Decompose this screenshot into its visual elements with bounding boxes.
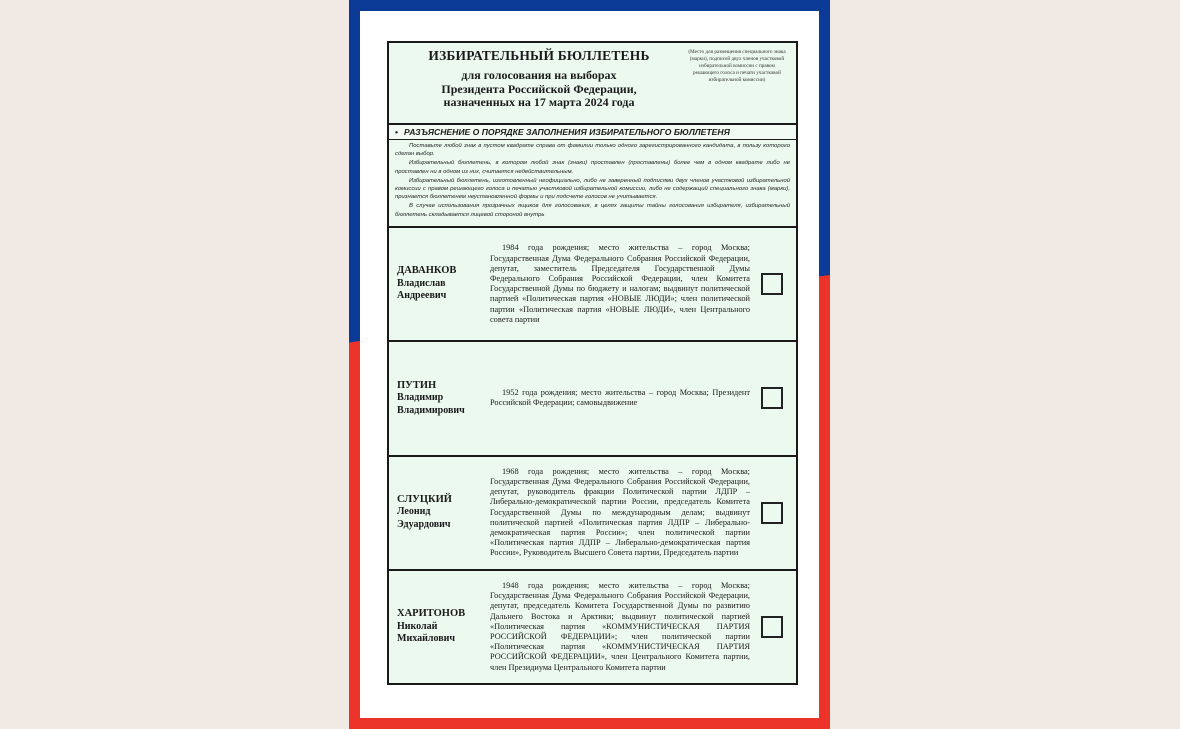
candidate-name xyxy=(389,265,489,303)
candidate-row-davankov xyxy=(389,228,796,342)
candidate-row-putin xyxy=(389,342,796,456)
candidate-patronymic: Андреевич xyxy=(397,290,447,302)
vote-checkbox-putin[interactable] xyxy=(761,387,783,409)
bullet-icon: • xyxy=(395,127,399,137)
instruction-paragraph: Избирательный бюллетень, в котором любой знак (знаки) проставлен (проставлены) более чем в одном квадрате либо не проставлен ни в одном из них, считается недействительным. xyxy=(395,160,790,175)
candidate-name xyxy=(389,380,489,418)
candidate-first-name: Владимир xyxy=(397,392,444,404)
candidate-surname: ДАВАНКОВ xyxy=(397,265,457,277)
instructions-section xyxy=(389,125,796,228)
instruction-paragraph: Поставьте любой знак в пустом квадрате справа от фамилии только одного зарегистрированного кандидата, в пользу которого сделан выбор. xyxy=(395,143,790,158)
candidate-surname: ПУТИН xyxy=(397,379,437,391)
vote-checkbox-kharitonov[interactable] xyxy=(761,616,783,638)
candidate-surname: ХАРИТОНОВ xyxy=(397,608,466,620)
candidate-first-name: Леонид xyxy=(397,506,431,518)
instructions-body xyxy=(389,140,796,220)
candidate-info: 1948 года рождения; место жительства – город Москва; Государственная Дума Федерального Собрания Российской Федерации, депутат, председатель Комитета Государственной Думы по развитию Дальнего Востока и Арктики; выдвинут политической партией «Политическая партия «КОММУНИСТИЧЕСКАЯ ПАРТИЯ РОССИЙСКОЙ ФЕДЕРАЦИИ»; член политической партии «Политическая партия «КОММУНИСТИЧЕСКАЯ ПАРТИЯ РОССИЙСКОЙ ФЕДЕРАЦИИ», член Центрального Комитета партии, член Президиума Центрального Комитета партии xyxy=(490,580,750,672)
ballot-header xyxy=(389,43,796,125)
candidate-info: 1952 года рождения; место жительства – город Москва; Президент Российской Федерации; самовыдвижение xyxy=(490,388,750,408)
vote-checkbox-davankov[interactable] xyxy=(761,273,783,295)
ballot xyxy=(387,41,798,685)
candidate-patronymic: Михайлович xyxy=(397,633,455,645)
candidate-patronymic: Эдуардович xyxy=(397,518,451,530)
candidate-first-name: Владислав xyxy=(397,277,446,289)
vote-checkbox-slutsky[interactable] xyxy=(761,502,783,524)
ballot-subtitle-line2: Президента Российской Федерации, xyxy=(441,81,637,96)
candidate-info: 1968 года рождения; место жительства – город Москва; Государственная Дума Федерального Собрания Российской Федерации, депутат, руководитель фракции Политической партии ЛДПР – Либерально-демократической партии России, председатель Комитета Государственной Думы по международным делам; выдвинут политической партией «Политическая партия ЛДПР – Либерально-демократическая партия России»; член политической партии «Политическая партия ЛДПР – Либерально-демократическая партия России», Руководитель Высшего Совета партии, Председатель партии xyxy=(490,466,750,558)
instructions-heading xyxy=(389,125,796,140)
candidate-patronymic: Владимирович xyxy=(397,404,465,416)
candidate-name xyxy=(389,608,489,646)
ballot-title: ИЗБИРАТЕЛЬНЫЙ БЮЛЛЕТЕНЬ xyxy=(428,48,650,63)
instructions-heading-text: РАЗЪЯСНЕНИЕ О ПОРЯДКЕ ЗАПОЛНЕНИЯ ИЗБИРАТЕЛЬНОГО БЮЛЛЕТЕНЯ xyxy=(404,127,730,137)
candidate-row-kharitonov xyxy=(389,571,796,683)
title-block xyxy=(389,48,689,110)
candidate-name xyxy=(389,494,489,532)
ballot-subtitle-line1: для голосования на выборах xyxy=(461,68,617,82)
candidate-first-name: Николай xyxy=(397,620,438,632)
instruction-paragraph: Избирательный бюллетень, изготовленный неофициально, либо не заверенный подписями двух членов участковой избирательной комиссии с правом решающего голоса и печатью участковой избирательной комиссии, либо не содержащий специального знака (марки), признается бюллетенем неустановленной формы и при подсчете голосов не учитывается. xyxy=(395,177,790,201)
instruction-paragraph: В случае использования прозрачных ящиков для голосования, в целях защиты тайны голосования избирателя, избирательный бюллетень складывается лицевой стороной внутрь xyxy=(395,203,790,218)
candidate-row-slutsky xyxy=(389,457,796,571)
candidate-info: 1984 года рождения; место жительства – город Москва; Государственная Дума Федерального Собрания Российской Федерации, депутат, заместитель Председателя Государственной Думы Федерального Собрания Российской Федерации, член Комитета Государственной Думы по бюджету и налогам; выдвинут политической партией «Политическая партия «НОВЫЕ ЛЮДИ»; член политической партии «Политическая партия «НОВЫЕ ЛЮДИ», член Центрального совета партии xyxy=(490,243,750,324)
ballot-subtitle-line3: назначенных на 17 марта 2024 года xyxy=(443,95,635,109)
candidate-surname: СЛУЦКИЙ xyxy=(397,493,452,505)
stamp-placement-note: (Место для размещения специального знака (марки), подписей двух членов участковой избирательной комиссии с правом решающего голоса и печати участковой избирательной комиссии) xyxy=(688,49,786,83)
